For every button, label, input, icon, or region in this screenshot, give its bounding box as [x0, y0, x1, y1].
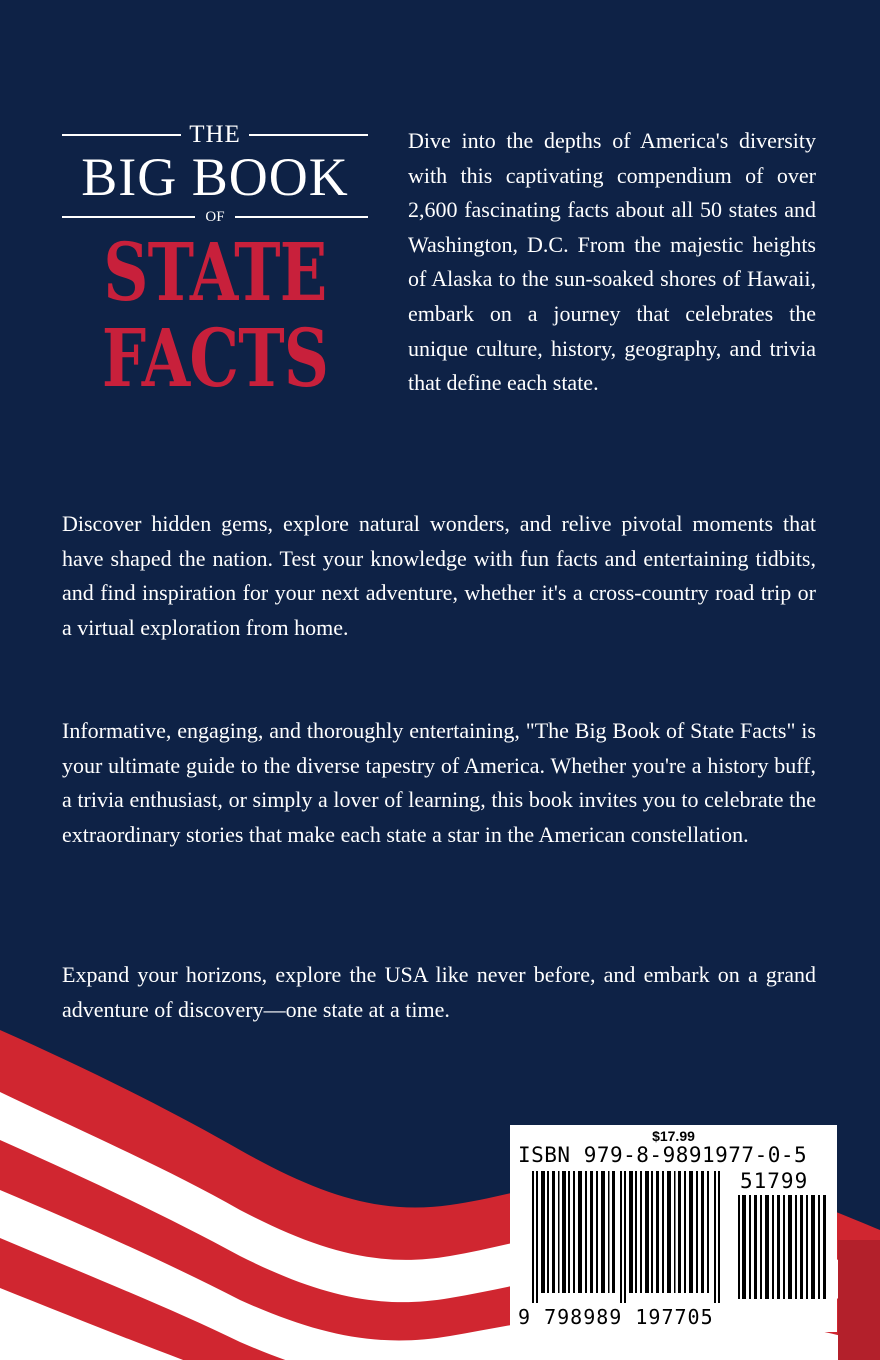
- title-rule-left: [62, 134, 181, 136]
- price-label: $17.99: [652, 1128, 695, 1144]
- title-of: OF: [205, 209, 225, 225]
- title-state: STATE: [103, 225, 327, 319]
- isbn-barcode: [510, 1125, 837, 1332]
- title-rule-right: [249, 134, 368, 136]
- description-paragraph-3: Informative, engaging, and thoroughly entertaining, "The Big Book of State Facts" is your ultimate guide to the diverse tapestry of America. Whether you're a history buff, a trivia enthusiast, or simply a lover of learning, this book invites you to celebrate the extraordinary stories that make each state a star in the American constellation.: [62, 718, 816, 847]
- barcode-bars-addon: [738, 1195, 828, 1299]
- flag-red-block-right: [838, 1240, 880, 1360]
- description-paragraph-1: Dive into the depths of America's diversity with this captivating compendium of over 2,600 fascinating facts about all 50 states and Washington, D.C. From the majestic heights of Alaska to the sun-soaked shores of Hawaii, embark on a journey that celebrates the unique culture, history, geography, and trivia that define each state.: [408, 128, 816, 396]
- isbn-label: ISBN 979-8-9891977-0-5: [518, 1143, 808, 1167]
- title-of-rule-right: [235, 216, 368, 218]
- description-paragraph-4: Expand your horizons, explore the USA like never before, and embark on a grand adventure of discovery—one state at a time.: [62, 962, 816, 1022]
- barcode-bars-main: [532, 1171, 722, 1303]
- title-of-rule-left: [62, 216, 195, 218]
- title-big-book: BIG BOOK: [81, 147, 349, 207]
- addon-code: 51799: [740, 1169, 809, 1193]
- title-the: THE: [189, 121, 241, 148]
- barcode-number: 9 798989 197705: [518, 1305, 714, 1329]
- description-paragraph-2: Discover hidden gems, explore natural wonders, and relive pivotal moments that have shaped the nation. Test your knowledge with fun facts and entertaining tidbits, and find inspiration for your next adventure, whether it's a cross-country road trip or a virtual exploration from home.: [62, 511, 816, 640]
- title-facts: FACTS: [101, 311, 329, 405]
- book-title: [62, 118, 368, 405]
